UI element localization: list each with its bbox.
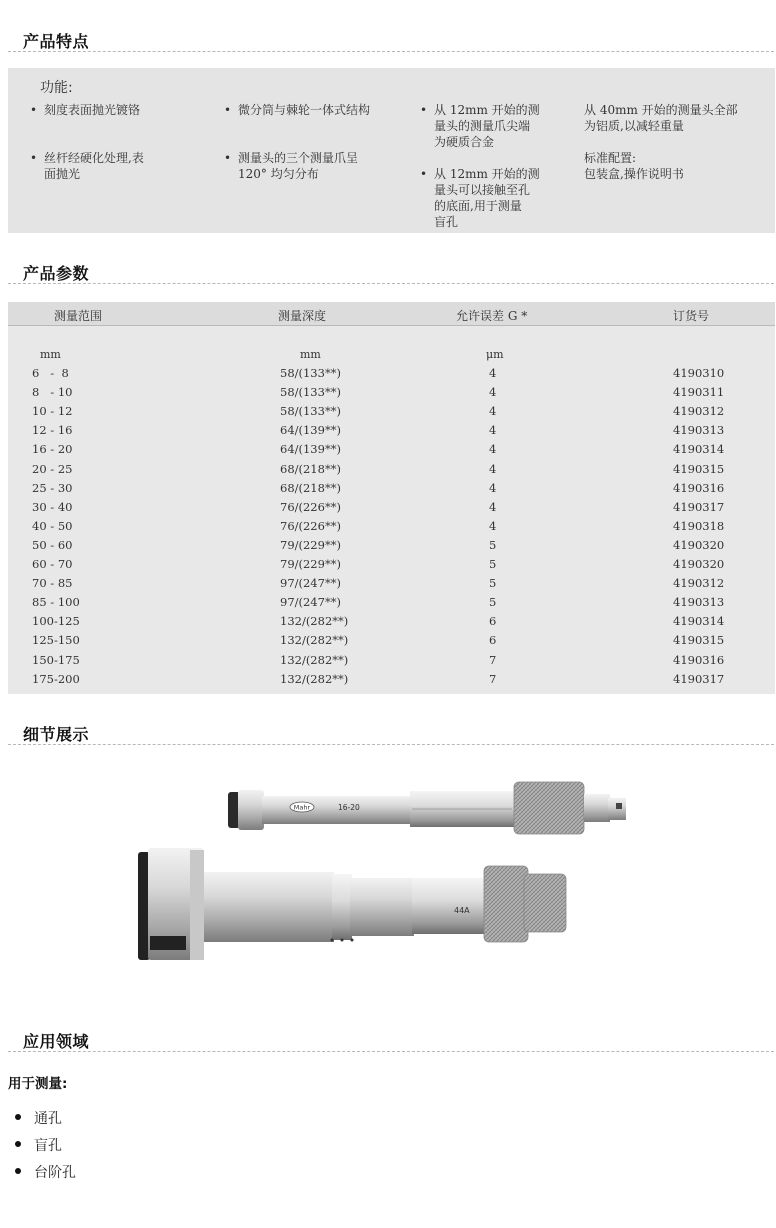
feature-line: 微分筒与棘轮一体式结构 (238, 103, 371, 117)
bullet-icon: • (420, 167, 428, 181)
cell-order-no: 4190317 (673, 499, 725, 514)
cell-tolerance: 4 (489, 518, 497, 533)
table-row (8, 481, 775, 500)
list-item-label: 盲孔 (34, 1138, 62, 1154)
cell-depth: 58/(133**) (280, 385, 341, 400)
header-tolerance: 允许误差 G * (456, 309, 528, 323)
table-row (8, 595, 775, 614)
cell-tolerance: 5 (489, 595, 497, 610)
section-title: 细节展示 (23, 725, 90, 744)
feature-line: 标准配置: (584, 151, 637, 165)
params-table (8, 302, 775, 694)
header-order-no: 订货号 (673, 309, 710, 323)
cell-depth: 79/(229**) (280, 557, 341, 571)
feature-item (584, 102, 738, 134)
unit-range: mm (40, 348, 61, 361)
list-item (15, 1135, 76, 1162)
feature-line: 从 40mm 开始的测量头全部 (584, 103, 738, 117)
cell-order-no: 4190312 (673, 576, 725, 591)
list-item (15, 1162, 76, 1189)
cell-tolerance: 4 (489, 366, 497, 380)
cell-range: 50 - 60 (32, 537, 73, 552)
section-header-features (8, 24, 774, 52)
cell-depth: 68/(218**) (280, 461, 341, 476)
cell-depth: 76/(226**) (280, 499, 341, 514)
cell-tolerance: 4 (489, 480, 497, 495)
table-row (8, 462, 775, 481)
feature-line: 从 12mm 开始的测 (434, 167, 540, 181)
bullet-icon: • (30, 151, 38, 165)
feature-item (420, 102, 540, 150)
bullet-icon (15, 1114, 21, 1120)
table-row (8, 385, 775, 404)
cell-tolerance: 4 (489, 404, 497, 419)
cell-order-no: 4190311 (673, 385, 725, 400)
cell-order-no: 4190318 (673, 518, 725, 533)
cell-tolerance: 4 (489, 499, 497, 514)
header-depth: 测量深度 (278, 309, 327, 323)
bullet-icon: • (420, 103, 428, 117)
brand-logo: Mahr (293, 803, 311, 812)
cell-range: 16 - 20 (32, 442, 73, 457)
table-row (8, 633, 775, 652)
size-marking: 44A (454, 906, 470, 915)
cell-order-no: 4190315 (673, 461, 725, 476)
cell-order-no: 4190313 (673, 595, 725, 610)
cell-depth: 58/(133**) (280, 366, 341, 380)
table-row (8, 423, 775, 442)
feature-line: 刻度表面抛光镀铬 (44, 103, 141, 117)
cell-range: 175-200 (32, 671, 80, 686)
cell-range: 20 - 25 (32, 461, 73, 476)
feature-line: 面抛光 (44, 167, 81, 181)
cell-order-no: 4190320 (673, 557, 725, 571)
table-row (8, 519, 775, 538)
feature-line: 量头的测量爪尖端 (434, 119, 531, 133)
table-row (8, 557, 775, 576)
bullet-icon (15, 1141, 21, 1147)
feature-item (30, 150, 144, 182)
feature-line: 丝杆经硬化处理,表 (44, 151, 144, 165)
cell-range: 12 - 16 (32, 423, 73, 438)
cell-order-no: 4190314 (673, 614, 725, 629)
bullet-icon: • (224, 151, 232, 165)
feature-line: 量头可以接触至孔 (434, 183, 531, 197)
cell-range: 70 - 85 (32, 576, 73, 591)
table-row (8, 442, 775, 461)
cell-range: 30 - 40 (32, 499, 73, 514)
cell-order-no: 4190313 (673, 423, 725, 438)
table-row (8, 404, 775, 423)
cell-tolerance: 6 (489, 633, 497, 648)
cell-tolerance: 5 (489, 557, 497, 571)
table-row (8, 366, 775, 385)
params-table-header (8, 302, 775, 326)
list-item-label: 通孔 (34, 1111, 62, 1127)
feature-line: 包装盒,操作说明书 (584, 167, 684, 181)
bullet-icon: • (30, 103, 38, 117)
small-micrometer (228, 782, 626, 834)
cell-tolerance: 7 (489, 652, 497, 667)
range-marking: 16-20 (338, 803, 360, 812)
header-range: 测量范围 (54, 309, 103, 323)
feature-item (224, 102, 371, 118)
bullet-icon: • (224, 103, 232, 117)
list-item (15, 1108, 76, 1135)
cell-tolerance: 5 (489, 537, 497, 552)
cell-order-no: 4190320 (673, 537, 725, 552)
cell-depth: 132/(282**) (280, 671, 349, 686)
cell-order-no: 4190310 (673, 366, 725, 380)
cell-order-no: 4190314 (673, 442, 725, 457)
table-row (8, 672, 775, 691)
section-header-detail (8, 717, 774, 745)
cell-depth: 64/(139**) (280, 423, 341, 438)
table-row (8, 576, 775, 595)
section-title: 产品特点 (23, 32, 90, 51)
table-row (8, 538, 775, 557)
cell-order-no: 4190316 (673, 652, 725, 667)
cell-order-no: 4190312 (673, 404, 725, 419)
unit-depth: mm (300, 348, 321, 361)
cell-range: 150-175 (32, 652, 80, 667)
cell-tolerance: 4 (489, 442, 497, 457)
feature-line: 为铝质,以减轻重量 (584, 119, 684, 133)
application-list (15, 1108, 76, 1189)
cell-depth: 132/(282**) (280, 633, 349, 648)
feature-item (224, 150, 359, 182)
feature-line: 为硬质合金 (434, 135, 495, 149)
feature-item (584, 150, 684, 182)
cell-tolerance: 6 (489, 614, 497, 629)
section-title: 产品参数 (23, 264, 90, 283)
feature-line: 120° 均匀分布 (238, 167, 319, 181)
section-header-application (8, 1024, 774, 1052)
bullet-icon (15, 1168, 21, 1174)
cell-depth: 79/(229**) (280, 537, 341, 552)
table-row (8, 653, 775, 672)
application-subtitle: 用于测量: (8, 1076, 68, 1092)
features-panel (8, 68, 775, 233)
feature-line: 的底面,用于测量 (434, 199, 522, 213)
cell-order-no: 4190317 (673, 671, 725, 686)
cell-depth: 68/(218**) (280, 480, 341, 495)
cell-tolerance: 4 (489, 385, 497, 400)
large-micrometer (138, 848, 566, 960)
table-row (8, 614, 775, 633)
cell-tolerance: 4 (489, 423, 497, 438)
feature-line: 盲孔 (434, 215, 459, 229)
cell-tolerance: 7 (489, 671, 497, 686)
unit-tolerance: μm (486, 348, 504, 361)
cell-depth: 76/(226**) (280, 518, 341, 533)
table-row (8, 500, 775, 519)
cell-range: 8 - 10 (32, 385, 73, 400)
section-title: 应用领域 (23, 1032, 90, 1051)
cell-depth: 132/(282**) (280, 652, 349, 667)
cell-depth: 64/(139**) (280, 442, 341, 457)
cell-range: 10 - 12 (32, 404, 73, 419)
features-label: 功能: (40, 80, 73, 96)
cell-tolerance: 4 (489, 461, 497, 476)
section-header-params (8, 256, 774, 284)
feature-item (420, 166, 540, 230)
cell-depth: 58/(133**) (280, 404, 341, 419)
product-photo (120, 770, 660, 980)
cell-order-no: 4190316 (673, 480, 725, 495)
cell-tolerance: 5 (489, 576, 497, 591)
cell-range: 25 - 30 (32, 480, 73, 495)
cell-range: 6 - 8 (32, 366, 69, 380)
cell-order-no: 4190315 (673, 633, 725, 648)
feature-item (30, 102, 141, 118)
feature-line: 测量头的三个测量爪呈 (238, 151, 359, 165)
cell-depth: 97/(247**) (280, 595, 341, 610)
cell-range: 60 - 70 (32, 557, 73, 571)
feature-line: 从 12mm 开始的测 (434, 103, 540, 117)
cell-range: 40 - 50 (32, 518, 73, 533)
cell-depth: 97/(247**) (280, 576, 341, 591)
cell-range: 100-125 (32, 614, 80, 629)
cell-range: 85 - 100 (32, 595, 80, 610)
cell-range: 125-150 (32, 633, 80, 648)
cell-depth: 132/(282**) (280, 614, 349, 629)
list-item-label: 台阶孔 (34, 1165, 76, 1181)
